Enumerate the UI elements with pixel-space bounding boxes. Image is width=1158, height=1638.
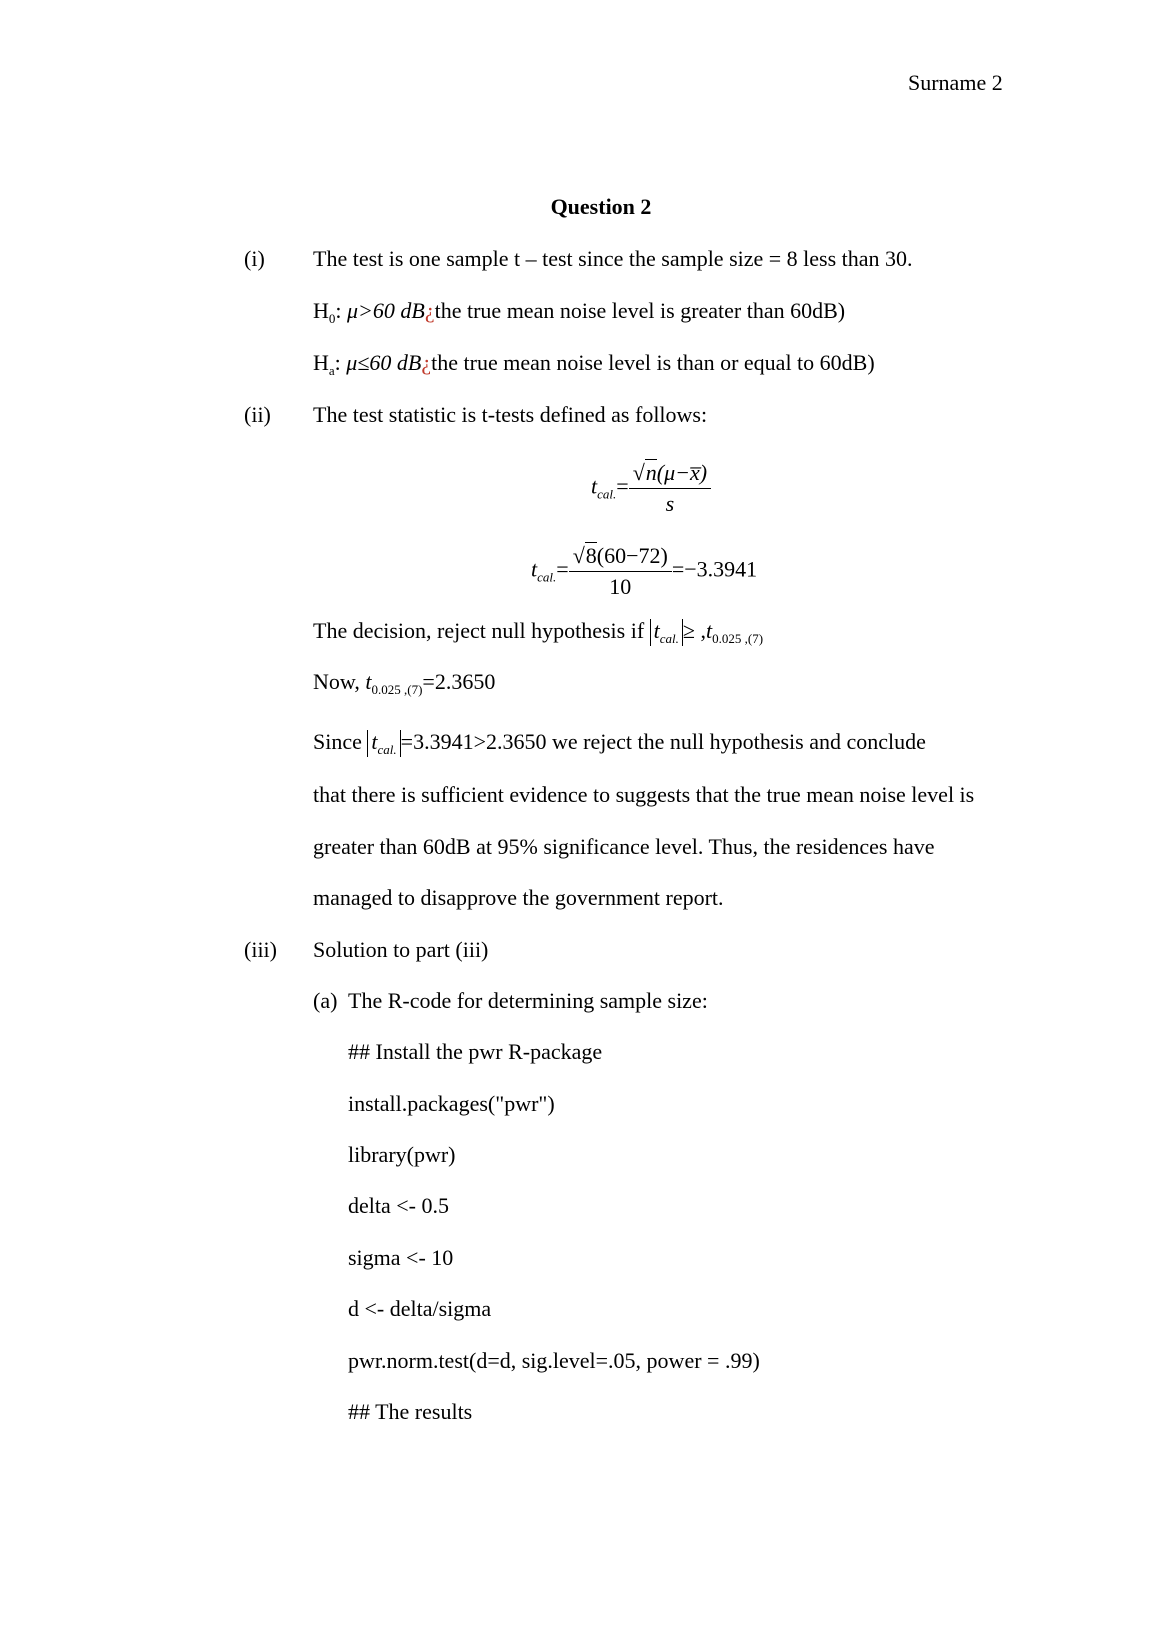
part-iii-marker: (iii) [244,937,277,962]
code-line: d <- delta/sigma [348,1296,492,1321]
since-text: we reject the null hypothesis and conclude [551,729,926,754]
since-sub: cal. [377,742,397,757]
code-line: sigma <- 10 [348,1245,454,1270]
decision-rel: ≥ , [682,618,706,643]
since-t: t [371,729,378,754]
formula1-numerator: √n(μ−x̅) [629,462,711,489]
formula2-denominator: 10 [609,574,632,599]
formula1-t: t [591,473,598,499]
running-head: Surname 2 [908,70,1003,95]
t-statistic-calculation [531,545,757,598]
h0-subscript: 0 [328,311,336,326]
formula2-result: =−3.3941 [671,556,758,582]
sub-a-text: The R-code for determining sample size: [348,988,708,1013]
formula1-sqrt-arg: n [645,460,657,485]
h0-glyph: ¿ [424,298,435,323]
code-line: delta <- 0.5 [348,1193,449,1218]
question-title: Question 2 [550,194,652,219]
decision-text: The decision, reject null hypothesis if [313,618,645,643]
decision-t: t [653,618,660,643]
null-hypothesis: $H_0$: μ>60 dB¿the true mean noise level is greater than 60dB) [313,298,846,326]
now-t: t [365,669,372,694]
code-line: install.packages("pwr") [348,1091,555,1116]
conclusion-line-4: managed to disapprove the government report. [313,885,724,910]
h0-text: the true mean noise level is greater than 60dB) [434,298,846,323]
formula2-num-rest: (60−72) [596,543,668,568]
h0-label: H [313,298,329,323]
ha-text: the true mean noise level is than or equal to 60dB) [431,350,875,375]
formula1-fraction [629,462,711,515]
formula1-num-rest: (μ−x̅) [656,460,708,485]
t-statistic-formula [591,462,711,515]
ha-math: μ≤60 dB [346,350,422,375]
now-sub: 0.025 ,(7) [371,682,423,697]
formula2-t: t [531,556,538,582]
part-ii-marker: (ii) [244,402,271,427]
ha-glyph: ¿ [421,350,432,375]
decision-t2: t [705,618,713,643]
formula1-denominator: s [665,491,675,516]
part-ii-intro: The test statistic is t-tests defined as follows: [313,402,708,427]
part-iii-intro: Solution to part (iii) [313,937,489,962]
decision-abs-value [650,619,683,646]
since-abs-value [367,730,400,757]
formula1-sub: cal. [597,486,617,502]
decision-sub2: 0.025 ,(7) [712,631,764,646]
since-label: Since [313,729,362,754]
formula2-numerator: √8(60−72) [569,545,672,572]
formula2-sub: cal. [537,569,557,585]
ha-subscript: a [328,363,335,378]
formula1-eq: = [616,473,629,499]
formula2-fraction [569,545,672,598]
formula2-eq: = [556,556,569,582]
decision-rule [313,619,763,646]
part-i-intro: The test is one sample t – test since the sample size = 8 less than 30. [313,246,913,271]
code-line: ## The results [348,1399,473,1424]
sub-a-marker: (a) [313,988,338,1013]
code-line: ## Install the pwr R-package [348,1039,603,1064]
comparison-line [313,730,926,757]
conclusion-line-3: greater than 60dB at 95% significance level. Thus, the residences have [313,834,935,859]
since-value: =3.3941>2.3650 [400,729,547,754]
h0-math: μ>60 dB [347,298,425,323]
code-line: library(pwr) [348,1142,456,1167]
now-value: =2.3650 [422,669,496,694]
conclusion-line-2: that there is sufficient evidence to suggests that the true mean noise level is [313,782,975,807]
ha-label: H [313,350,329,375]
critical-value-line [313,671,495,696]
formula2-sqrt-arg: 8 [585,543,597,568]
now-label: Now, [313,669,360,694]
part-i-marker: (i) [244,246,265,271]
code-line: pwr.norm.test(d=d, sig.level=.05, power = .99) [348,1348,760,1373]
decision-sub: cal. [659,631,679,646]
alternative-hypothesis: $H_a$: μ≤60 dB¿the true mean noise level is than or equal to 60dB) [313,350,875,378]
